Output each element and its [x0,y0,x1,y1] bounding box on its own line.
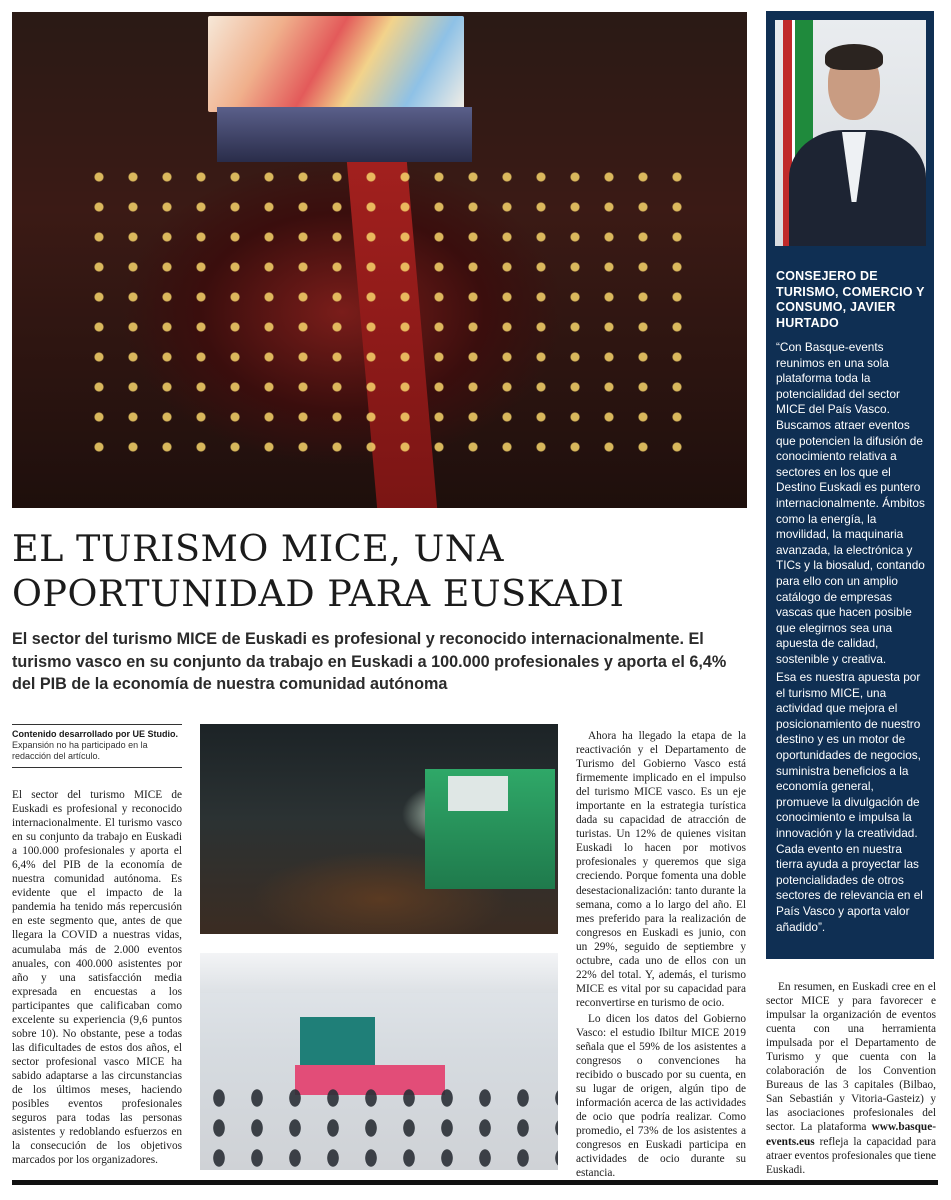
article-subhead: El sector del turismo MICE de Euskadi es profesional y reconocido internacionalmente. El turismo vasco en su conjunto da trabajo en Euskadi a 100.000 profesionales y aporta el 6,4% del PIB de la economía de nuestra comunidad autónoma [12,630,727,693]
col4-text-before: En resumen, en Euskadi cree en el sector MICE y para favorecer e impulsar la organización de eventos cuenta con una herramienta impulsada por el Departamento de Turismo y que cuenta con la colaboración de los Convention Bureaus de las 3 capitales (Bilbao, San Sebastián y Vitoria-Gasteiz) y las asociaciones profesionales del sector. La plataforma [766,981,936,1134]
column-4 [766,980,936,1179]
event-photo-1 [200,724,558,934]
article-headline [12,526,752,616]
credit-divider-bottom [12,767,182,768]
sidebar-quote-1: “Con Basque-events reunimos en una sola plataforma toda la potencialidad del sector MICE del País Vasco. Buscamos atraer eventos que potencien la difusión de conocimiento relativa a sectores en los que el Destino Euskadi es puntero internacionalmente. Ámbitos como la energía, la movilidad, la maquinaria avanzada, la electrónica y TICs y la biosalud, contando para ello con un amplio catálogo de empresas vascas que hacen posible que elegirnos sea una apuesta de calidad, sostenible y creativa. [776,340,925,666]
event-photo-2 [200,953,558,1170]
credit-bold: Contenido desarrollado por UE Studio. [12,729,179,739]
col4-paragraph [766,980,936,1177]
hair-image [825,44,883,70]
basque-events-link[interactable]: www.basque-events.eus [766,1121,936,1148]
headline-line-2: OPORTUNIDAD PARA EUSKADI [12,572,625,615]
audience-lights-image [82,162,682,462]
col1-paragraph: El sector del turismo MICE de Euskadi es profesional y reconocido internacionalmente. El turismo vasco en su conjunto da trabajo en Euskadi a 100.000 profesionales y aporta el 6,4% del PIB de la economía de nuestra comunidad autónoma. Es evidente que el impacto de la pandemia ha tenido más repercusión en este segmento que, antes de que llegara la COVID a nuestras vidas, acumulaba más de 2.000 eventos anuales, con 400.000 asistentes por año y una satisfacción media expresada en encuestas a los participantes que calificaban como excelente su experiencia (9,6 puntos sobre 10). No obstante, pese a todas las dificultades de estos dos años, el sector profesional vasco MICE ha sabido adaptarse a las circunstancias de los últimos meses, haciendo posibles eventos profesionales seguros para todas las personas asistentes y redoblando esfuerzos en la consecución de los objetivos marcados por los organizadores. [12,789,182,1167]
audience-image [200,1083,558,1170]
column-1 [12,788,182,1169]
sidebar-quote-2: Esa es nuestra apuesta por el turismo MICE, una actividad que mejora el posicionamiento de nuestro destino y es un motor de oportunidades de negocios, suministra beneficios a la economía general, promueve la divulgación de conocimiento e impulsa la innovación y la creatividad. Cada evento en nuestra tierra ayuda a proyectar las potencialidades de otros sectores de relevancia en el País Vasco y aporta valor añadido”. [776,670,923,934]
col4-text-after: refleja la capacidad para atraer eventos profesionales que tiene Euskadi. [766,1135,937,1176]
credit-note: Expansión no ha participado en la redacción del artículo. [12,740,148,761]
panel-image [300,1017,375,1067]
stage-screen-image [208,16,464,112]
col3-paragraph-1: Ahora ha llegado la etapa de la reactivación y el Departamento de Turismo del Gobierno Vasco está firmemente implicado en el impulso del turismo MICE vasco. Es un eje importante en la estrategia turística dada su capacidad de atracción de turistas. Un 12% de quienes visitan Euskadi lo hacen por motivos profesionales y queremos que siga creciendo. Porque fomenta una doble desestacionalización: tanto durante la semana, como a lo largo del año. El mes preferido para la realización de congresos en Euskadi es junio, con un 29%, seguido de septiembre y octubre, cada uno de ellos con un 22% del total. Y, además, el turismo MICE es vital por su capacidad para reconvertirse en turismo de ocio. [576,730,746,1009]
hero-photo [12,12,747,508]
headline-line-1: EL TURISMO MICE, UNA [12,527,505,570]
col3-paragraph-2: Lo dicen los datos del Gobierno Vasco: el estudio Ibiltur MICE 2019 señala que el 59% de los asistentes a congresos o convenciones ha recibido o buscado por su cuenta, en su lugar de origen, algún tipo de información acerca de las actividades de ocio que podría realizar. Como promedio, el 73% de los asistentes a congresos en Euskadi participa en actividades de ocio durante su estancia. [576,1012,746,1180]
stage-image [217,107,472,162]
screen-image [448,776,508,811]
sidebar-heading: CONSEJERO DE TURISMO, COMERCIO Y CONSUMO, JAVIER HURTADO [776,269,925,330]
column-3 [576,729,746,1183]
credit-divider-top [12,724,182,725]
portrait-photo [775,20,926,246]
ceiling-image [200,953,558,993]
bottom-rule [12,1180,938,1185]
